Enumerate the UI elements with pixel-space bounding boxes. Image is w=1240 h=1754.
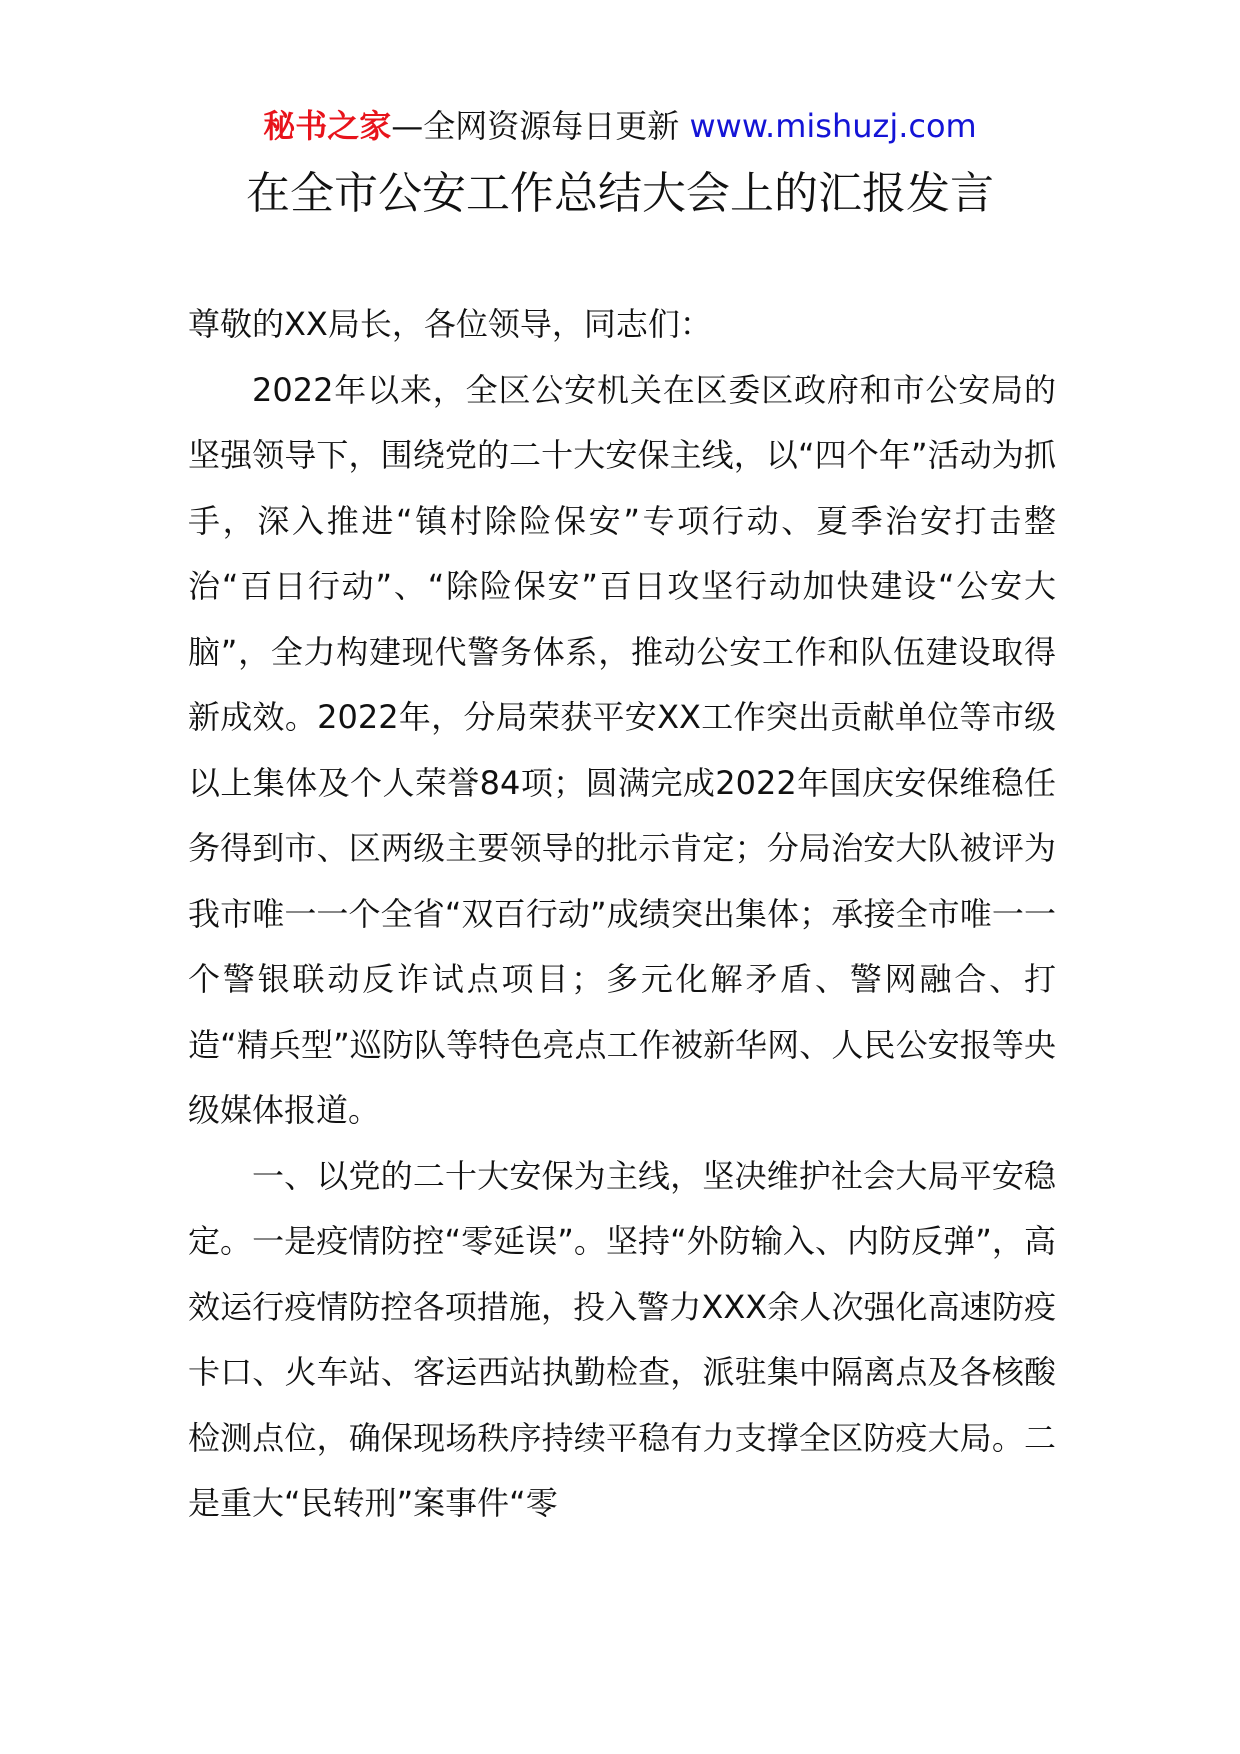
- brand-name: 秘书之家: [263, 107, 392, 145]
- paragraph: 一、以党的二十大安保为主线，坚决维护社会大局平安稳定。一是疫情防控“零延误”。坚持“外防输入、内防反弹”，高效运行疫情防控各项措施，投入警力XXX余人次强化高速防疫卡口、火车站、客运西站执勤检查，派驻集中隔离点及各核酸检测点位，确保现场秩序持续平稳有力支撑全区防疫大局。二是重大“民转刑”案事件“零: [188, 1156, 1056, 1522]
- paragraph: 2022年以来，全区公安机关在区委区政府和市公安局的坚强领导下，围绕党的二十大安保主线，以“四个年”活动为抓手，深入推进“镇村除险保安”专项行动、夏季治安打击整治“百日行动”、“除险保安”百日攻坚行动加快建设“公安大脑”，全力构建现代警务体系，推动公安工作和队伍建设取得新成效。2022年，分局荣获平安XX工作突出贡献单位等市级以上集体及个人荣誉84项；圆满完成2022年国庆安保维稳任务得到市、区两级主要领导的批示肯定；分局治安大队被评为我市唯一一个全省“双百行动”成绩突出集体；承接全市唯一一个警银联动反诈试点项目；多元化解矛盾、警网融合、打造“精兵型”巡防队等特色亮点工作被新华网、人民公安报等央级媒体报道。: [188, 370, 1056, 1129]
- salutation: 尊敬的XX局长，各位领导，同志们：: [188, 305, 712, 343]
- website-link[interactable]: www.mishuzj.com: [689, 107, 977, 145]
- brand-tagline: —全网资源每日更新: [391, 107, 680, 145]
- document-title: 在全市公安工作总结大会上的汇报发言: [246, 168, 994, 219]
- watermark-header: [0, 104, 1240, 148]
- document-body: [188, 292, 1056, 1537]
